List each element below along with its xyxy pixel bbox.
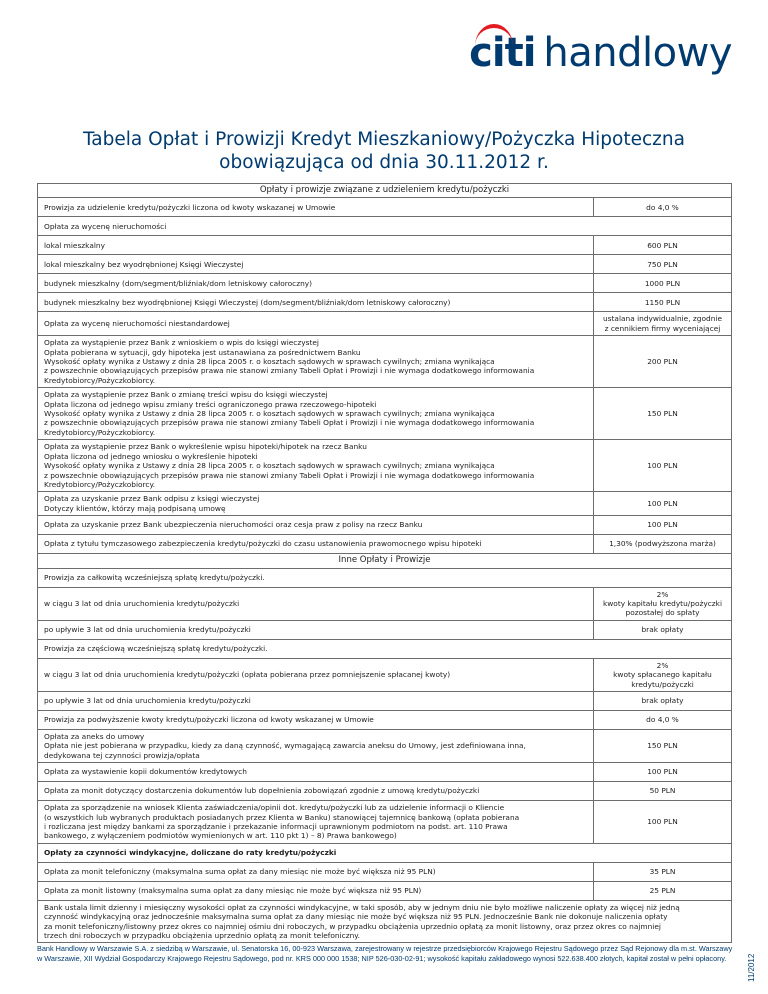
text-line: dedykowana tej czynności prowizja/opłata (44, 750, 200, 760)
row-amount: 25 PLN (594, 881, 732, 900)
text-line: Wysokość opłaty wynika z Ustawy z dnia 28 lipca 2005 r. o kosztach sądowych w sprawach cywilnych; zmiana wynikająca (44, 409, 495, 419)
text-line: i rozliczana jest między bankami za sporządzanie i przekazanie informacji uprawnionym podmiotom na podst. art. 110 Prawa (44, 822, 508, 831)
text-line: Opłata nie jest pobierana w przypadku, kiedy za daną czynność, wymagającą zawarcia aneksu do Umowy, jest zdefiniowana inna, (44, 741, 526, 751)
row-label (38, 801, 594, 844)
text-line: Opłata pobierana w sytuacji, gdy hipoteka jest ustanawiana za pośrednictwem Banku (44, 347, 361, 357)
row-label: Opłata za wycenę nieruchomości niestandardowej (38, 312, 594, 336)
row-label: budynek mieszkalny bez wyodrębnionej Księgi Wieczystej (dom/segment/bliźniak/dom letniskowy całoroczny) (38, 293, 594, 312)
text-line: Kredytobiorcy/Pożyczkobiorcy. (44, 375, 156, 385)
row-label: Opłata za monit telefoniczny (maksymalna suma opłat za dany miesiąc nie może być większa niż 95 PLN) (38, 862, 594, 881)
amount-line: z cennikiem firmy wyceniającej (604, 323, 721, 333)
text-line: Dotyczy klientów, którzy mają podpisaną umowę (44, 503, 226, 513)
row-label: Prowizja za podwyższenie kwoty kredytu/pożyczki liczona od kwoty wskazanej w Umowie (38, 710, 594, 729)
table-row (38, 843, 732, 862)
row-label (38, 729, 594, 762)
row-amount (594, 312, 732, 336)
table-row (38, 763, 732, 782)
row-amount: 100 PLN (594, 801, 732, 844)
text-line: Wysokość opłaty wynika z Ustawy z dnia 28 lipca 2005 r. o kosztach sądowych w sprawach cywilnych; zmiana wynikająca (44, 357, 495, 367)
logo-arc-icon (475, 24, 513, 46)
footer-line-2: w Warszawie, XII Wydział Gospodarczy Krajowego Rejestru Sądowego, pod nr. KRS 000 000 1538; NIP 526-030-02-91; wysokość kapitału zakładowego wynosi 522.638.400 złotych, kapitał został w pełni opłacony. (37, 954, 727, 963)
text-line: Opłata za uzyskanie przez Bank odpisu z księgi wieczystej (44, 494, 260, 504)
table-row (38, 293, 732, 312)
group-label: Prowizja za całkowitą wcześniejszą spłatę kredytu/pożyczki. (38, 568, 732, 587)
row-label: w ciągu 3 lat od dnia uruchomienia kredytu/pożyczki (opłata pobierana przez pomniejszenie spłacanej kwoty) (38, 658, 594, 691)
logo-citi-wordmark: citi (469, 30, 535, 76)
table-row (38, 801, 732, 844)
text-line: bankowego, z wyłączeniem podmiotów wymienionych w art. 110 pkt 1) – 8) Prawa bankowego) (44, 831, 397, 841)
page-title (0, 128, 768, 174)
table-row (38, 639, 732, 658)
row-label: Prowizja za udzielenie kredytu/pożyczki liczona od kwoty wskazanej w Umowie (38, 198, 594, 217)
note-cell (38, 900, 732, 943)
table-row (38, 710, 732, 729)
amount-line: 2% (656, 660, 669, 670)
row-amount: 100 PLN (594, 492, 732, 516)
table-row (38, 336, 732, 388)
row-label: po upływie 3 lat od dnia uruchomienia kredytu/pożyczki (38, 691, 594, 710)
table-row (38, 620, 732, 639)
group-label: Prowizja za częściową wcześniejszą spłatę kredytu/pożyczki. (38, 639, 732, 658)
text-line: Opłata liczona od jednego wniosku o wykreślenie hipoteki (44, 451, 258, 461)
text-line: Wysokość opłaty wynika z Ustawy z dnia 28 lipca 2005 r. o kosztach sądowych w sprawach cywilnych; zmiana wynikająca (44, 461, 495, 471)
row-amount: 150 PLN (594, 729, 732, 762)
section-header: Opłaty i prowizje związane z udzieleniem kredytu/pożyczki (38, 184, 732, 198)
text-line: z powszechnie obowiązujących przepisów prawa nie stanowi zmiany Tabeli Opłat i Prowizji i nie wymaga dodatkowego informowania (44, 470, 535, 480)
row-label (38, 440, 594, 492)
amount-line: 2% (656, 589, 669, 599)
section-header: Inne Opłaty i Prowizje (38, 554, 732, 568)
row-label: Opłata za monit dotyczący dostarczenia dokumentów lub dopełnienia zobowiązań zgodnie z umową kredytu/pożyczki (38, 782, 594, 801)
row-label (38, 388, 594, 440)
row-amount: 750 PLN (594, 255, 732, 274)
row-label: Opłata za monit listowny (maksymalna suma opłat za dany miesiąc nie może być większa niż 95 PLN) (38, 881, 594, 900)
table-row (38, 516, 732, 535)
group-label: Opłaty za czynności windykacyjne, doliczane do raty kredytu/pożyczki (38, 843, 732, 862)
table-row (38, 729, 732, 762)
table-row (38, 236, 732, 255)
row-amount: 600 PLN (594, 236, 732, 255)
row-amount (594, 587, 732, 620)
row-amount (594, 658, 732, 691)
title-line-2: obowiązująca od dnia 30.11.2012 r. (219, 152, 549, 173)
amount-line: kwoty spłacanego kapitału (613, 670, 712, 680)
logo-handlowy-wordmark: handlowy (543, 30, 732, 76)
row-amount: 100 PLN (594, 516, 732, 535)
group-label: Opłata za wycenę nieruchomości (38, 217, 732, 236)
row-amount: 1,30% (podwyższona marża) (594, 535, 732, 554)
row-label: w ciągu 3 lat od dnia uruchomienia kredytu/pożyczki (38, 587, 594, 620)
table-row (38, 440, 732, 492)
table-row (38, 535, 732, 554)
row-label: lokal mieszkalny bez wyodrębnionej Księgi Wieczystej (38, 255, 594, 274)
row-label: Opłata za wystawienie kopii dokumentów kredytowych (38, 763, 594, 782)
row-amount: do 4,0 % (594, 710, 732, 729)
table-row (38, 198, 732, 217)
table-row (38, 862, 732, 881)
text-line: Bank ustala limit dzienny i miesięczny wysokości opłat za czynności windykacyjne, w taki sposób, aby w jednym dniu nie było możliwe naliczenie opłaty za więcej niż jedną (44, 902, 680, 912)
row-label: lokal mieszkalny (38, 236, 594, 255)
row-amount: 35 PLN (594, 862, 732, 881)
row-label: budynek mieszkalny (dom/segment/bliźniak/dom letniskowy całoroczny) (38, 274, 594, 293)
text-line: czynność windykacyjną oraz jednocześnie maksymalna suma opłat za dany miesiąc nie może być większa niż 95 PLN. Jednocześnie Bank nie dokonuje naliczenia opłaty (44, 912, 668, 922)
footer-line-1: Bank Handlowy w Warszawie S.A. z siedzibą w Warszawie, ul. Senatorska 16, 00-923 Warszawa, zarejestrowany w rejestrze przedsiębiorców Krajowego Rejestru Sądowego przez Sąd Rejonowy dla m.st. Warszawy (37, 944, 733, 953)
row-amount: do 4,0 % (594, 198, 732, 217)
row-label (38, 336, 594, 388)
row-label: po upływie 3 lat od dnia uruchomienia kredytu/pożyczki (38, 620, 594, 639)
row-amount: 100 PLN (594, 440, 732, 492)
text-line: z powszechnie obowiązujących przepisów prawa nie stanowi zmiany Tabeli Opłat i Prowizji i nie wymaga dodatkowego informowania (44, 418, 535, 428)
table-row (38, 312, 732, 336)
table-row (38, 492, 732, 516)
footer-legal (37, 944, 733, 964)
table-row (38, 568, 732, 587)
text-line: Kredytobiorcy/Pożyczkobiorcy. (44, 427, 156, 437)
table-row (38, 255, 732, 274)
text-line: Opłata za aneks do umowy (44, 731, 145, 741)
citi-handlowy-logo (469, 30, 732, 80)
row-amount: brak opłaty (594, 620, 732, 639)
row-amount: 150 PLN (594, 388, 732, 440)
table-row (38, 658, 732, 691)
row-amount: 1000 PLN (594, 274, 732, 293)
row-label: Opłata z tytułu tymczasowego zabezpieczenia kredytu/pożyczki do czasu ustanowienia prawomocnego wpisu hipoteki (38, 535, 594, 554)
text-line: Opłata za wystąpienie przez Bank o wykreślenie wpisu hipoteki/hipotek na rzecz Banku (44, 442, 367, 452)
row-amount: 100 PLN (594, 763, 732, 782)
text-line: Opłata liczona od jednego wpisu zmiany treści ograniczonego prawa rzeczowego-hipoteki (44, 399, 377, 409)
table-row (38, 217, 732, 236)
amount-line: pozostałej do spłaty (625, 608, 700, 618)
text-line: Kredytobiorcy/Pożyczkobiorcy. (44, 479, 156, 489)
table-row (38, 782, 732, 801)
text-line: z powszechnie obowiązujących przepisów prawa nie stanowi zmiany Tabeli Opłat i Prowizji i nie wymaga dodatkowego informowania (44, 366, 535, 376)
amount-line: ustalana indywidualnie, zgodnie (602, 314, 722, 324)
row-amount: 50 PLN (594, 782, 732, 801)
amount-line: kwoty kapitału kredytu/pożyczki (602, 598, 723, 608)
date-code: 11/2012 (747, 953, 756, 982)
table-row (38, 388, 732, 440)
table-row (38, 691, 732, 710)
row-amount: brak opłaty (594, 691, 732, 710)
text-line: za monit telefoniczny/listowny przez okres co najmniej ośmiu dni roboczych, w przypadku obciążenia uprzednio opłatą za monit listowny, oraz przez okres co najmniej (44, 921, 661, 931)
table-row (38, 900, 732, 943)
row-amount: 1150 PLN (594, 293, 732, 312)
title-line-1: Tabela Opłat i Prowizji Kredyt Mieszkaniowy/Pożyczka Hipoteczna (83, 129, 685, 150)
amount-line: kredytu/pożyczki (631, 679, 694, 689)
row-amount: 200 PLN (594, 336, 732, 388)
text-line: (o wszystkich lub wybranych produktach posiadanych przez Klienta w Banku) stanowiącej tajemnicę bankową (opłata pobierana (44, 812, 520, 822)
text-line: Opłata za wystąpienie przez Bank z wnioskiem o wpis do księgi wieczystej (44, 338, 319, 348)
table-row (38, 274, 732, 293)
text-line: Opłata za sporządzenie na wniosek Klienta zaświadczenia/opinii dot. kredytu/pożyczki lub za udzielenie informacji o Kliencie (44, 803, 505, 813)
table-row (38, 881, 732, 900)
text-line: Opłata za wystąpienie przez Bank o zmianę treści wpisu do księgi wieczystej (44, 390, 328, 400)
row-label: Opłata za uzyskanie przez Bank ubezpieczenia nieruchomości oraz cesja praw z polisy na rzecz Banku (38, 516, 594, 535)
fee-table (37, 183, 732, 943)
row-label (38, 492, 594, 516)
table-row (38, 587, 732, 620)
text-line: trzech dni roboczych w przypadku obciążenia uprzednio opłatą za monit telefoniczny. (44, 931, 360, 941)
